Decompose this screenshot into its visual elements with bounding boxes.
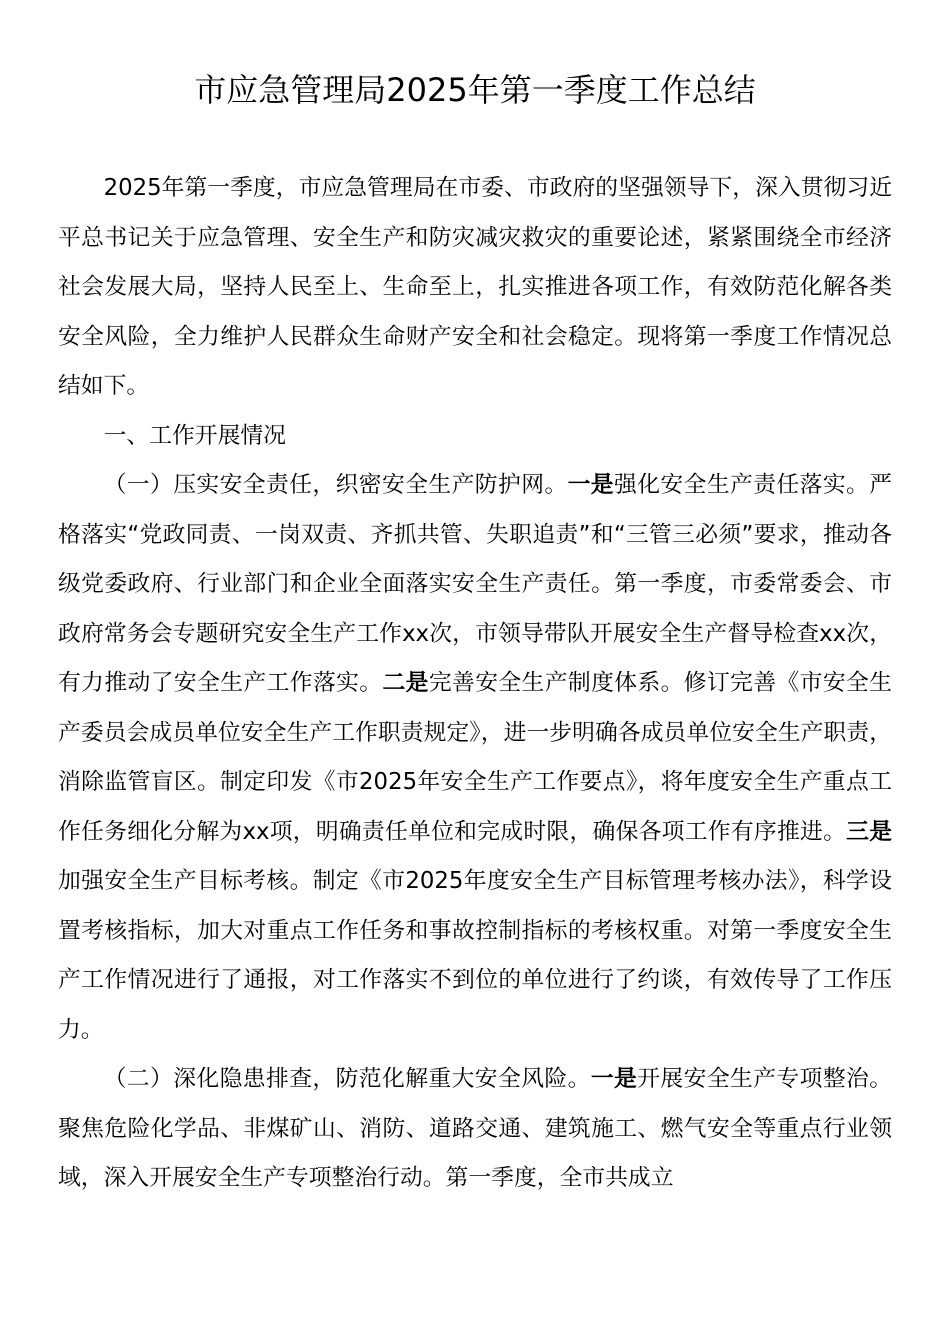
section-heading bbox=[58, 412, 892, 462]
document-body bbox=[58, 164, 892, 1204]
text-run: 2025年第一季度，市应急管理局在市委、市政府的坚强领导下，深入贯彻习近平总书记关于应急管理、安全生产和防灾减灾救灾的重要论述，紧紧围绕全市经济社会发展大局，坚持人民至上、生命至上，扎实推进各项工作，有效防范化解各类安全风险，全力维护人民群众生命财产安全和社会稳定。现将第一季度工作情况总结如下。 bbox=[58, 175, 892, 399]
bold-marker: 一是 bbox=[567, 472, 615, 498]
text-run: 完善安全生产制度体系。修订完善《市安全生产委员会成员单位安全生产工作职责规定》，进一步明确各成员单位安全生产职责，消除监管盲区。制定印发《市2025年安全生产工作要点》，将年度安全生产重点工作任务细化分解为xx项，明确责任单位和完成时限，确保各项工作有序推进。 bbox=[58, 670, 893, 845]
bold-marker: 二是 bbox=[382, 670, 429, 696]
paragraph-hazard bbox=[58, 1055, 892, 1204]
text-run: 加强安全生产目标考核。制定《市2025年度安全生产目标管理考核办法》，科学设置考核指标，加大对重点工作任务和事故控制指标的考核权重。对第一季度安全生产工作情况进行了通报，对工作落实不到位的单位进行了约谈，有效传导了工作压力。 bbox=[58, 868, 892, 1043]
document-title: 市应急管理局2025年第一季度工作总结 bbox=[194, 71, 756, 109]
paragraph-responsibility bbox=[58, 461, 892, 1055]
text-run: （一）压实安全责任，织密安全生产防护网。 bbox=[103, 472, 568, 498]
text-run: 一、工作开展情况 bbox=[103, 422, 286, 449]
text-run: 开展安全生产专项整治。聚焦危险化学品、非煤矿山、消防、道路交通、建筑施工、燃气安全等重点行业领域，深入开展安全生产专项整治行动。第一季度，全市共成立 bbox=[58, 1066, 893, 1191]
paragraph-intro bbox=[58, 164, 892, 412]
text-run: （二）深化隐患排查，防范化解重大安全风险。 bbox=[103, 1066, 591, 1092]
bold-marker: 三是 bbox=[846, 818, 893, 845]
text-run: 强化安全生产责任落实。严格落实“党政同责、一岗双责、齐抓共管、失职追责”和“三管三必须”要求，推动各级党委政府、行业部门和企业全面落实安全生产责任。第一季度，市委常委会、市政府常务会专题研究安全生产工作xx次，市领导带队开展安全生产督导检查xx次，有力推动了安全生产工作落实。 bbox=[58, 472, 893, 696]
bold-marker: 一是 bbox=[590, 1066, 638, 1092]
